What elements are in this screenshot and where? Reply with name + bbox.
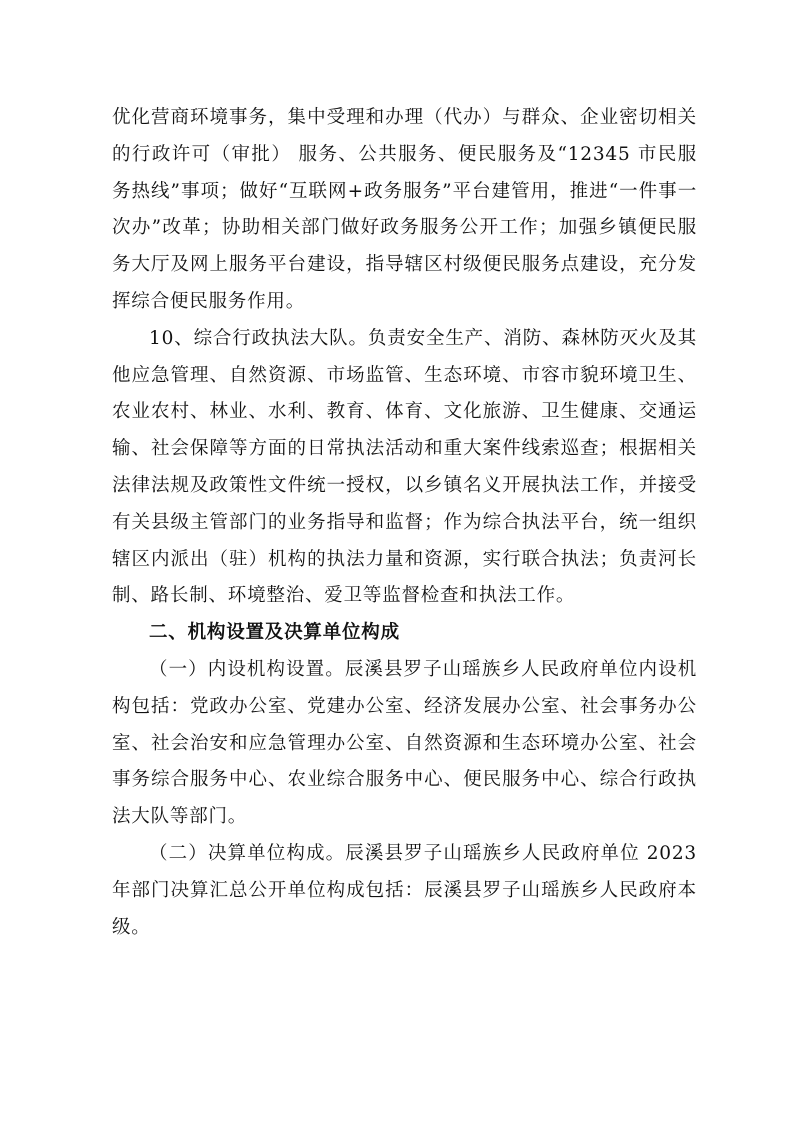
paragraph-service-continued: 优化营商环境事务，集中受理和办理（代办）与群众、企业密切相关的行政许可（审批） 服务、公共服务、便民服务及“12345 市民服务热线”事项；做好“互联网+政务服务”平台建管用，推进“一件事一次办”改革；协助相关部门做好政务服务公开工作；加强乡镇便民服务大厅及网上服务平台建设，指导辖区村级便民服务点建设，充分发挥综合便民服务作用。: [112, 107, 697, 312]
document-body: [112, 100, 697, 946]
section-heading: 二、机构设置及决算单位构成: [149, 622, 400, 644]
paragraph-budget-units: （二）决算单位构成。辰溪县罗子山瑶族乡人民政府单位 2023 年部门决算汇总公开单位构成包括：辰溪县罗子山瑶族乡人民政府本级。: [112, 842, 697, 938]
paragraph-law-enforcement-team: 10、综合行政执法大队。负责安全生产、消防、森林防灭火及其他应急管理、自然资源、市场监管、生态环境、市容市貌环境卫生、农业农村、林业、水利、教育、体育、文化旅游、卫生健康、交通运输、社会保障等方面的日常执法活动和重大案件线索巡查；根据相关法律法规及政策性文件统一授权，以乡镇名义开展执法工作，并接受有关县级主管部门的业务指导和监督；作为综合执法平台，统一组织辖区内派出（驻）机构的执法力量和资源，实行联合执法；负责河长制、路长制、环境整治、爱卫等监督检查和执法工作。: [112, 327, 697, 607]
paragraph-internal-institutions: （一）内设机构设置。辰溪县罗子山瑶族乡人民政府单位内设机构包括：党政办公室、党建办公室、经济发展办公室、社会事务办公室、社会治安和应急管理办公室、自然资源和生态环境办公室、社会事务综合服务中心、农业综合服务中心、便民服务中心、综合行政执法大队等部门。: [112, 658, 697, 828]
